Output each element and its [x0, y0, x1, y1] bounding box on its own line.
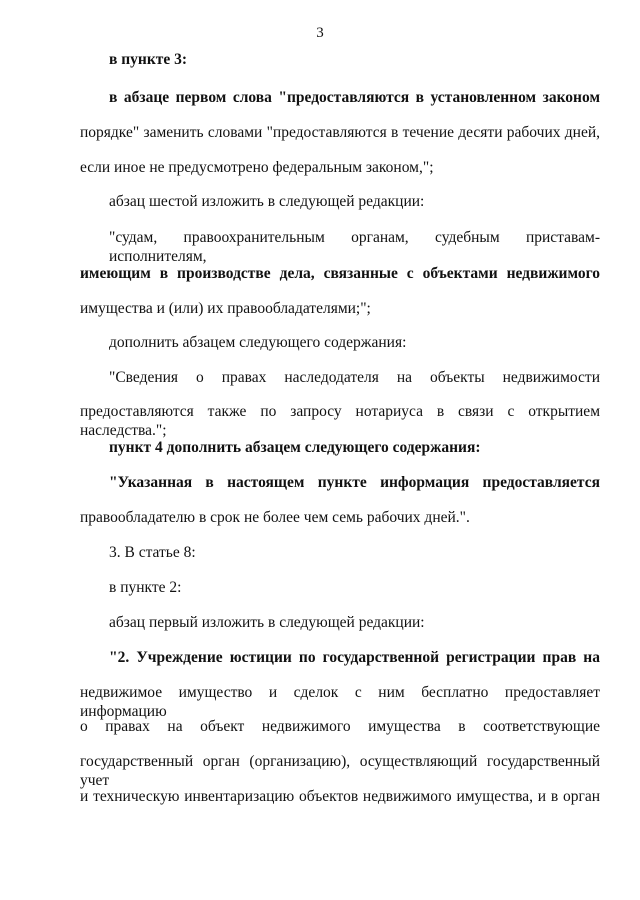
text-line: абзац шестой изложить в следующей редакции: — [109, 193, 425, 210]
text-line: 3. В статье 8: — [109, 544, 196, 561]
text-line: в пункте 3: — [109, 51, 188, 68]
text-line: правообладателю в срок не более чем семь рабочих дней.". — [80, 509, 470, 526]
text-line: "Указанная в настоящем пункте информация предоставляется — [109, 474, 600, 491]
text-line: предоставляются также по запросу нотариуса в связи с открытием наследства."; — [80, 403, 600, 439]
text-line: в пункте 2: — [109, 579, 182, 596]
text-line: недвижимое имущество и сделок с ним бесплатно предоставляет информацию — [80, 684, 600, 720]
text-line: абзац первый изложить в следующей редакции: — [109, 614, 425, 631]
text-line: пункт 4 дополнить абзацем следующего содержания: — [109, 439, 481, 456]
page-number: 3 — [316, 25, 324, 41]
text-line: "Сведения о правах наследодателя на объекты недвижимости — [109, 369, 600, 386]
text-line: дополнить абзацем следующего содержания: — [109, 334, 407, 351]
text-line: и техническую инвентаризацию объектов недвижимого имущества, и в орган — [80, 788, 600, 805]
text-line: в абзаце первом слова "предоставляются в установленном законом — [109, 89, 600, 106]
text-line: о правах на объект недвижимого имущества в соответствующие — [80, 718, 600, 735]
text-line: если иное не предусмотрено федеральным законом,"; — [80, 159, 434, 176]
text-line: "судам, правоохранительным органам, судебным приставам-исполнителям, — [109, 229, 600, 265]
text-line: порядке" заменить словами "предоставляются в течение десяти рабочих дней, — [80, 124, 600, 141]
text-line: "2. Учреждение юстиции по государственной регистрации прав на — [109, 649, 600, 666]
text-line: государственный орган (организацию), осуществляющий государственный учет — [80, 753, 600, 789]
text-line: имущества и (или) их правообладателями;"; — [80, 300, 371, 317]
text-line: имеющим в производстве дела, связанные с объектами недвижимого — [80, 265, 600, 282]
